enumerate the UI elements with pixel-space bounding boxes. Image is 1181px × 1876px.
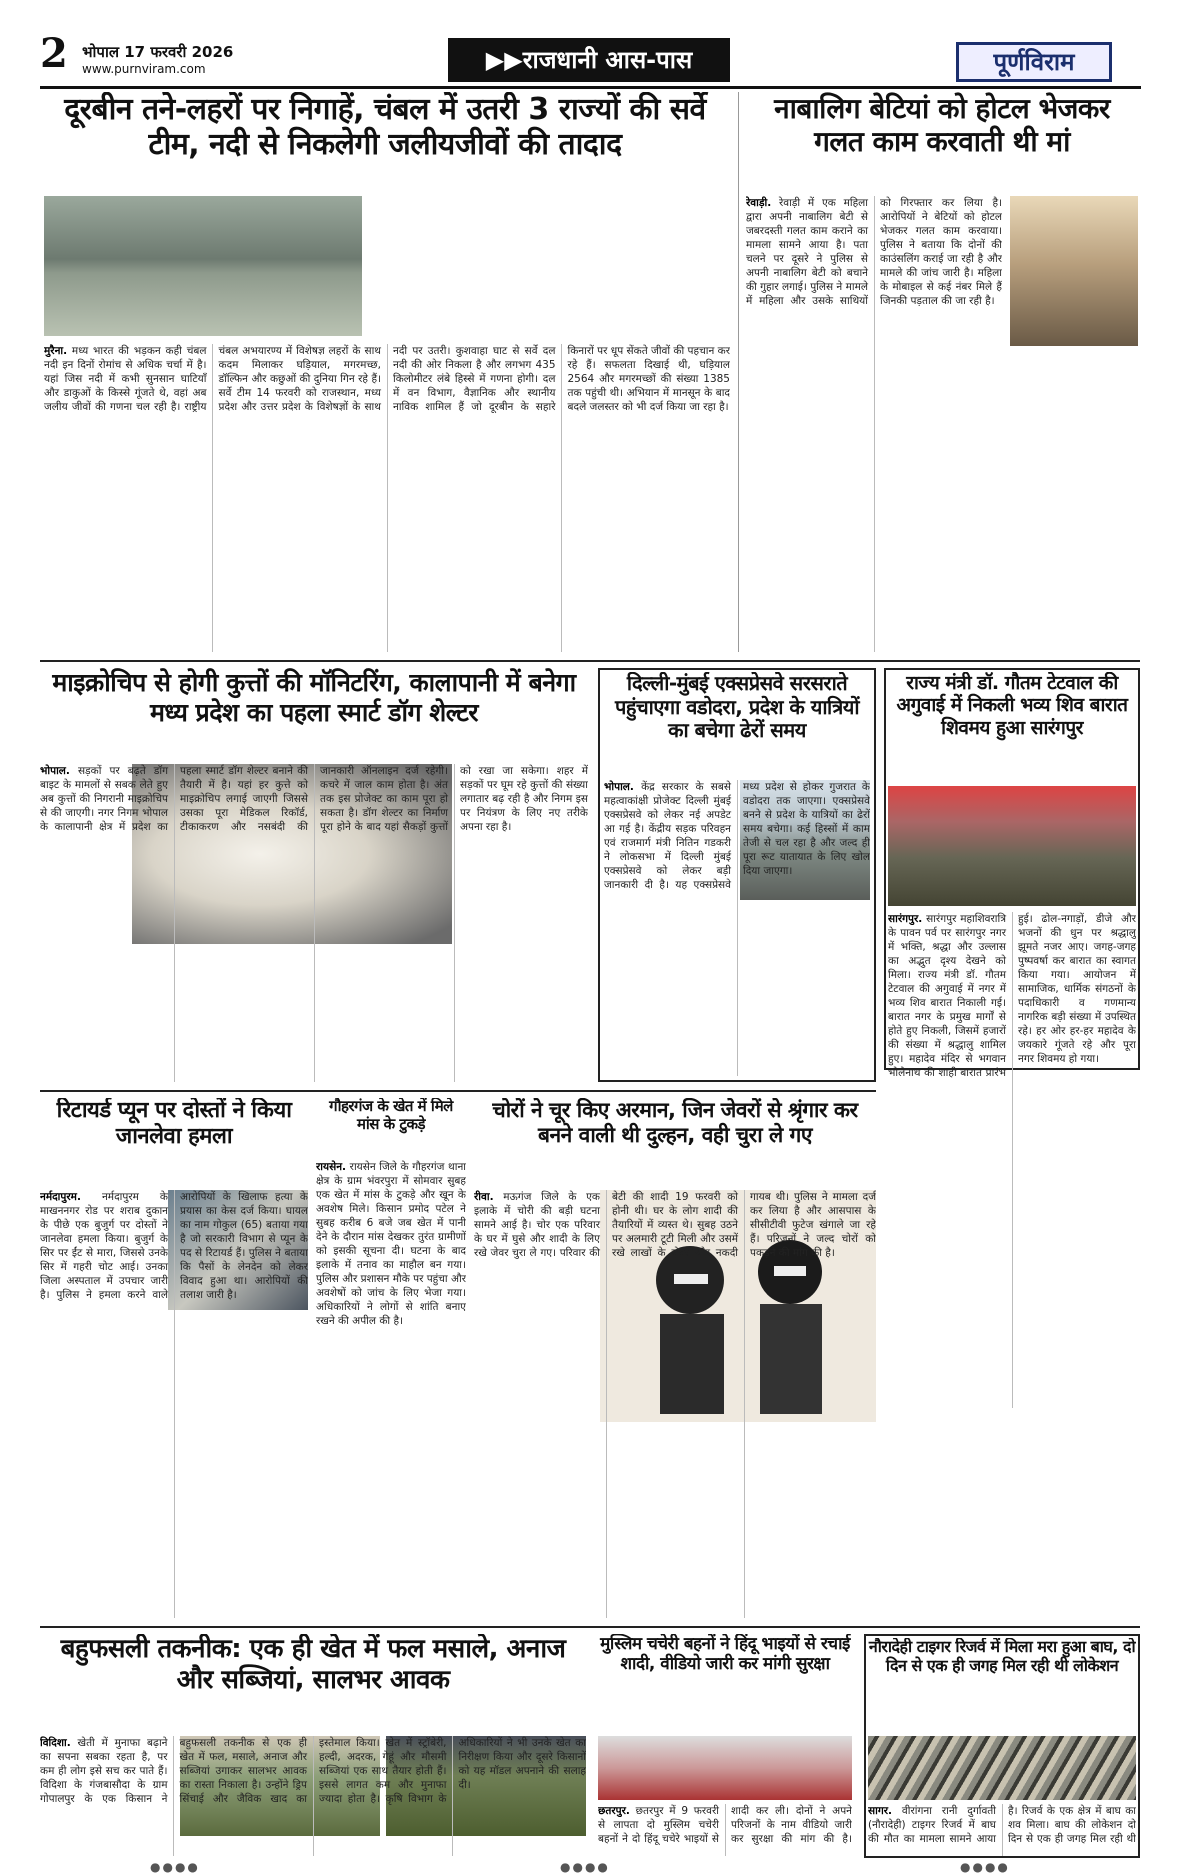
column-divider [738,92,739,652]
dateline-meat: रायसेन. [316,1161,347,1173]
dateline-shiv: सारंगपुर. [888,913,923,925]
headline-shiv: राज्य मंत्री डॉ. गौतम टेटवाल की अगुवाई में निकली भव्य शिव बारात शिवमय हुआ सारंगपुर [896,672,1128,739]
headline-dog: माइक्रोचिप से होगी कुत्तों की मॉनिटरिंग, कालापानी में बनेगा मध्य प्रदेश का पहला स्मार्ट डॉग शेल्टर [52,668,576,727]
text-tiger: वीरांगना रानी दुर्गावती (नौरादेही) टाइगर रिजर्व में बाघ की मौत का मामला सामने आया है। रिजर्व के एक क्षेत्र में बाघ का शव मिला। बाघ की लोकेशन दो दिन से एक ही जगह मिल रही थी [868,1805,1136,1845]
article-peon-body [40,1190,308,1618]
dateline-tiger: सागर. [868,1805,893,1817]
article-hotel-body [746,196,1002,652]
date-line: भोपाल 17 फरवरी 2026 [82,43,234,61]
registration-mark: ●●●● [560,1860,610,1874]
dateline-farming: विदिशा. [40,1737,71,1749]
article-expressway-body [604,780,870,1076]
text-shiv: सारंगपुर महाशिवरात्रि के पावन पर्व पर सारंगपुर नगर में भक्ति, श्रद्धा और उल्लास का अद्भुत दृश्य देखने को मिला। राज्य मंत्री डॉ. गौतम टेटवाल की अगुवाई में नगर में भव्य शिव बारात निकाली गई। बारात नगर के प्रमुख मार्गों से होते हुए निकली, जिसमें हजारों की संख्या में श्रद्धालु शामिल हुए। महादेव मंदिर से भगवान भोलेनाथ की शाही बारात प्रारंभ हुई। ढोल-नगाड़ों, डीजे और भजनों की धुन पर श्रद्धालु झूमते नजर आए। जगह-जगह पुष्पवर्षा कर बारात का स्वागत किया गया। आयोजन में सामाजिक, धार्मिक संगठनों के पदाधिकारी व गणमान्य नागरिक बड़ी संख्या में उपस्थित रहे। हर ओर हर-हर महादेव के जयकारे गूंजते रहे और पूरा नगर शिवमय हो गया। [888,913,1136,1079]
brand-logo: पूर्णविराम [956,42,1112,82]
page-number: 2 [40,34,68,77]
article-farming-body [40,1736,586,1856]
photo-dead-tiger [868,1736,1136,1800]
text-farming: खेती में मुनाफा बढ़ाने का सपना सबका रहता है, पर कम ही लोग इसे सच कर पाते हैं। विदिशा के गंजबासौदा के ग्राम गोपालपुर के एक किसान ने बहुफसली तकनीक से एक ही खेत में फल, मसाले, अनाज और सब्जियां उगाकर सालभर आवक का रास्ता निकाला है। उन्होंने ड्रिप सिंचाई और जैविक खाद का इस्तेमाल किया। खेत में स्ट्रॉबेरी, हल्दी, अदरक, गेहूं और मौसमी सब्जियां एक साथ तैयार होती हैं। इससे लागत कम और मुनाफा ज्यादा होता है। कृषि विभाग के अधिकारियों ने भी उनके खेत का निरीक्षण किया और दूसरे किसानों को यह मॉडल अपनाने की सलाह दी। [40,1737,586,1805]
registration-mark: ●●●● [960,1860,1010,1874]
headline-bride: चोरों ने चूर किए अरमान, जिन जेवरों से श्रृंगार कर बनने वाली थी दुल्हन, वही चुरा ले गए [492,1098,858,1147]
article-tiger-body [868,1804,1136,1856]
text-marriage: छतरपुर में 9 फरवरी से लापता दो मुस्लिम चचेरी बहनों ने दो हिंदू चचेरे भाइयों से शादी कर ली। दोनों ने अपने परिजनों के नाम वीडियो जारी कर सुरक्षा की मांग की है। [598,1805,852,1845]
text-chambal: मध्य भारत की भड़कन कही चंबल नदी इन दिनों रोमांच से अधिक चर्चा में है। यहां जिस नदी में कभी सुनसान घाटियाँ और डाकुओं के किस्से गूंजते थे, वहां अब जलीय जीवों की गणना चल रही है। राष्ट्रीय चंबल अभयारण्य में विशेषज्ञ लहरों के साथ कदम मिलाकर घड़ियाल, मगरमच्छ, डॉल्फिन और कछुओं की दुनिया गिन रहे हैं। सर्वे टीम 14 फरवरी को राजस्थान, मध्य प्रदेश और उत्तर प्रदेश के विशेषज्ञों के साथ नदी पर उतरी। कुशवाहा घाट से सर्वे दल नदी की ओर निकला है और लगभग 435 किलोमीटर लंबे हिस्से में गणना होगी। दल में वन विभाग, वैज्ञानिक और स्थानीय नाविक शामिल हैं जो दूरबीन के सहारे किनारों पर धूप सेंकते जीवों की पहचान कर रहे हैं। सफलता दिखाई थी, घड़ियाल 2564 और मगरमच्छों की संख्या 1385 तक पहुंची थी। अभियान में मानसून के बाद बदले जलस्तर को भी दर्ज किया जा रहा है। [44,345,730,413]
text-bride: मऊगंज जिले के एक इलाके में चोरी की बड़ी घटना सामने आई है। चोर एक परिवार के घर में घुसे और शादी के लिए रखे जेवर चुरा ले गए। परिवार की बेटी की शादी 19 फरवरी को होनी थी। घर के लोग शादी की तैयारियों में व्यस्त थे। सुबह उठने पर अलमारी टूटी मिली और उसमें रखे लाखों के जेवर और नकदी गायब थी। पुलिस ने मामला दर्ज कर लिया है और आसपास के सीसीटीवी फुटेज खंगाले जा रहे हैं। परिजनों ने जल्द चोरों को पकड़ने की मांग की है। [474,1191,876,1259]
dateline-dog: भोपाल. [40,765,70,777]
dateline-expressway: भोपाल. [604,781,634,793]
row-divider [40,1090,876,1092]
dateline-peon: नर्मदापुरम. [40,1191,81,1203]
headline-meat: गौहरगंज के खेत में मिले मांस के टुकड़े [329,1098,453,1133]
website-url[interactable]: www.purnviram.com [82,62,206,76]
article-marriage-body [598,1804,852,1856]
dateline-marriage: छतरपुर. [598,1805,630,1817]
text-expressway: केंद्र सरकार के सबसे महत्वाकांक्षी प्रोजेक्ट दिल्ली मुंबई एक्सप्रेसवे को लेकर नई अपडेट आ गई है। केंद्रीय सड़क परिवहन एवं राजमार्ग मंत्री नितिन गडकरी ने लोकसभा में दिल्ली मुंबई एक्सप्रेसवे को लेकर बड़ी जानकारी दी है। यह एक्सप्रेसवे मध्य प्रदेश से होकर गुजरात के वडोदरा तक जाएगा। एक्सप्रेसवे बनने से प्रदेश के यात्रियों का ढेरों समय बचेगा। कई हिस्सों में काम तेजी से चल रहा है और जल्द ही पूरा रूट यातायात के लिए खोल दिया जाएगा। [604,781,870,891]
headline-expressway: दिल्ली-मुंबई एक्सप्रेसवे सरसराते पहुंचाएगा वडोदरा, प्रदेश के यात्रियों का बचेगा ढेरों समय [614,672,860,743]
masthead-rule [40,86,1141,89]
row-divider [40,660,1140,662]
article-shiv-body [888,912,1136,1408]
text-meat: रायसेन जिले के गौहरगंज थाना क्षेत्र के ग्राम भंवरपुरा में सोमवार सुबह एक खेत में मांस के टुकड़े और खून के अवशेष मिले। किसान प्रमोद पटेल ने सुबह करीब 6 बजे जब खेत में पानी देने के दौरान मांस देखकर तुरंत ग्रामीणों को इसकी सूचना दी। घटना के बाद इलाके में तनाव का माहौल बन गया। पुलिस और प्रशासन मौके पर पहुंचा और अवशेषों को जांच के लिए भेजा गया। अधिकारियों ने लोगों से शांति बनाए रखने की अपील की है। [316,1161,466,1327]
headline-marriage: मुस्लिम चचेरी बहनों ने हिंदू भाइयों से रचाई शादी, वीडियो जारी कर मांगी सुरक्षा [600,1634,850,1675]
article-bride-body [474,1190,876,1618]
dateline-bride: रीवा. [474,1191,494,1203]
article-chambal-body [44,344,730,652]
article-dog-body [40,764,588,1082]
photo-couples [598,1736,852,1800]
article-meat-body [316,1160,466,1618]
headline-tiger: नौरादेही टाइगर रिजर्व में मिला मरा हुआ बाघ, दो दिन से एक ही जगह मिल रही थी लोकेशन [868,1638,1136,1675]
photo-shiv-procession [888,786,1136,906]
dateline-chambal: मुरैना. [44,345,68,357]
headline-chambal: दूरबीन तने-लहरों पर निगाहें, चंबल में उतरी 3 राज्यों की सर्वे टीम, नदी से निकलेगी जलीयजीवों की तादाद [64,92,706,163]
section-title: ▶▶राजधानी आस-पास [448,38,730,82]
row-divider [40,1626,1140,1628]
headline-farming: बहुफसली तकनीक: एक ही खेत में फल मसाले, अनाज और सब्जियां, सालभर आवक [60,1634,566,1695]
headline-hotel: नाबालिग बेटियां को होटल भेजकर गलत काम करवाती थी मां [774,92,1110,159]
headline-peon: रिटायर्ड प्यून पर दोस्तों ने किया जानलेवा हमला [56,1098,292,1149]
photo-police-arrest [1010,196,1138,346]
text-peon: नर्मदापुरम के माखननगर रोड पर शराब दुकान के पीछे एक बुजुर्ग पर दोस्तों ने जानलेवा हमला किया। बुजुर्ग के सिर पर ईंट से मारा, जिससे उनके सिर में गहरी चोट आई। उनका जिला अस्पताल में उपचार जारी है। पुलिस ने हमला करने वाले आरोपियों के खिलाफ हत्या के प्रयास का केस दर्ज किया। घायल का नाम गोकुल (65) बताया गया है जो सरकारी विभाग से प्यून के पद से रिटायर्ड हैं। पुलिस ने बताया कि पैसों के लेनदेन को लेकर विवाद हुआ था। आरोपियों की तलाश जारी है। [40,1191,308,1301]
text-hotel: रेवाड़ी में एक महिला द्वारा अपनी नाबालिग बेटी से जबरदस्ती गलत काम कराने का मामला सामने आया है। पता चलने पर दूसरे ने पुलिस से अपनी नाबालिग बेटी को बचाने की गुहार लगाई। पुलिस ने मामले में महिला और उसके साथियों को गिरफ्तार कर लिया है। आरोपियों ने बेटियों को होटल भेजकर गलत काम करवाया। पुलिस ने बताया कि दोनों की काउंसलिंग कराई जा रही है और मामले की जांच जारी है। महिला के मोबाइल से कई नंबर मिले हैं जिनकी पड़ताल की जा रही है। [746,197,1002,307]
article-chambal-text-a [44,196,202,336]
registration-mark: ●●●● [150,1860,200,1874]
text-dog: सड़कों पर बढ़ते डॉग बाइट के मामलों से सबक लेते हुए अब कुत्तों की निगरानी माइक्रोचिप से की जाएगी। नगर निगम भोपाल के कालापानी क्षेत्र में प्रदेश का पहला स्मार्ट डॉग शेल्टर बनाने की तैयारी में है। यहां हर कुत्ते को माइक्रोचिप लगाई जाएगी जिससे उसका पूरा मेडिकल रिकॉर्ड, टीकाकरण और नसबंदी की जानकारी ऑनलाइन दर्ज रहेगी। कचरे में जाल काम होता है। अंत तक इस प्रोजेक्ट का काम पूरा हो सकता है। डॉग शेल्टर का निर्माण पूरा होने के बाद यहां सैकड़ों कुत्तों को रखा जा सकेगा। शहर में सड़कों पर घूम रहे कुत्तों की संख्या लगातार बढ़ रही है और निगम इस पर नियंत्रण के लिए नए तरीके अपना रहा है। [40,765,588,833]
dateline-hotel: रेवाड़ी. [746,197,772,209]
